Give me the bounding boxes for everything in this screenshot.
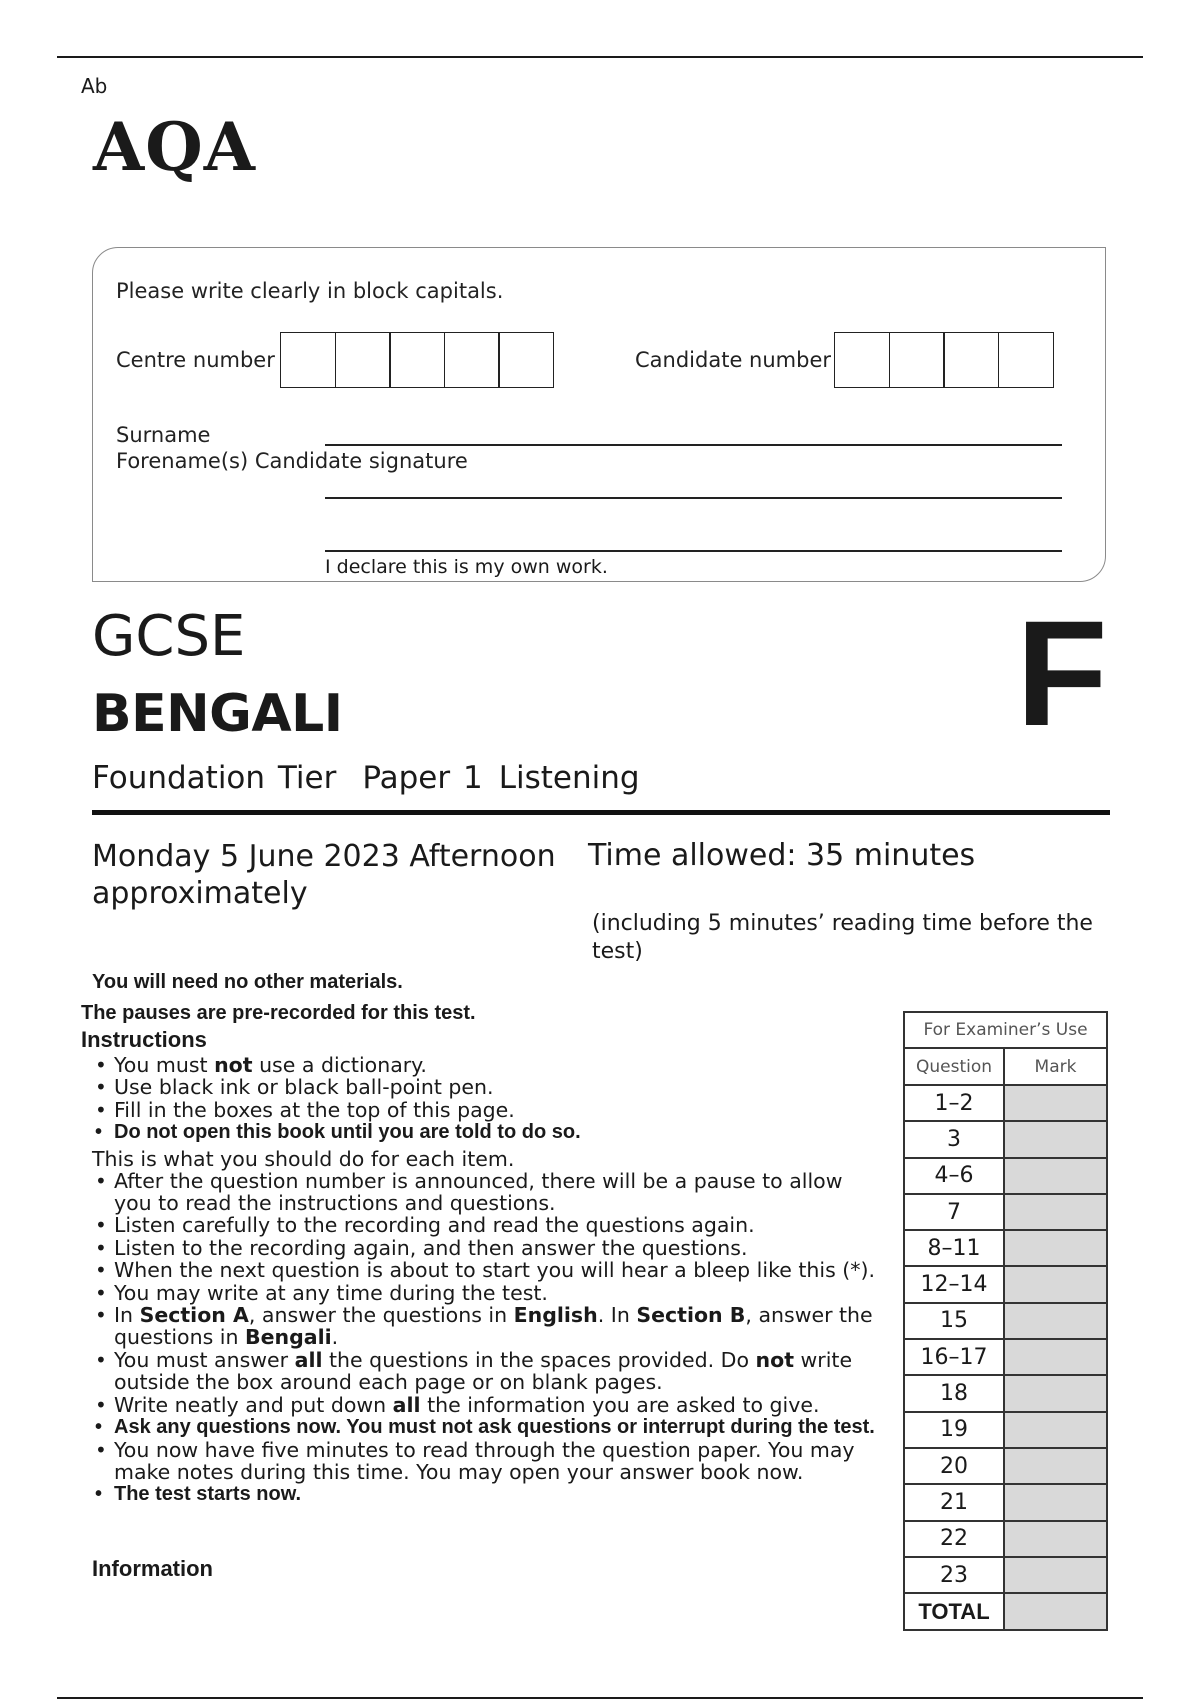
steps-intro: This is what you should do for each item. <box>92 1146 515 1171</box>
question-cell: 8–11 <box>904 1230 1004 1266</box>
table-row <box>904 1521 1107 1557</box>
title-divider <box>92 810 1110 815</box>
instructions-heading: Instructions <box>81 1027 207 1052</box>
total-mark-cell[interactable] <box>1004 1593 1107 1630</box>
question-cell: 7 <box>904 1194 1004 1230</box>
corner-mark: Ab <box>81 74 108 98</box>
question-cell: 1–2 <box>904 1085 1004 1121</box>
question-cell: 19 <box>904 1412 1004 1448</box>
list-item: • Ask any questions now. You must not ask questions or interrupt during the test. <box>92 1416 882 1438</box>
candidate-number-digit-1[interactable] <box>834 332 890 388</box>
table-row <box>904 1339 1107 1375</box>
table-row <box>904 1121 1107 1157</box>
list-item: • Listen carefully to the recording and read the questions again. <box>92 1214 882 1236</box>
table-row <box>904 1266 1107 1302</box>
centre-number-digit-3[interactable] <box>389 332 445 388</box>
declaration-text: I declare this is my own work. <box>325 556 608 578</box>
instructions-block <box>92 1054 912 1506</box>
list-item: • You may write at any time during the test. <box>92 1282 882 1304</box>
question-cell: 16–17 <box>904 1339 1004 1375</box>
mark-cell[interactable] <box>1004 1194 1107 1230</box>
question-cell: 20 <box>904 1448 1004 1484</box>
forenames-signature-label: Forename(s) Candidate signature <box>116 449 468 473</box>
time-allowed: Time allowed: 35 minutes <box>588 838 976 873</box>
centre-number-boxes <box>280 332 554 388</box>
question-cell: 18 <box>904 1375 1004 1411</box>
mark-cell[interactable] <box>1004 1266 1107 1302</box>
time-allowed-note: (including 5 minutes’ reading time before the test) <box>592 911 1093 964</box>
list-item: • Use black ink or black ball-point pen. <box>92 1076 912 1098</box>
list-item: • Write neatly and put down all the information you are asked to give. <box>92 1394 882 1416</box>
table-row <box>904 1158 1107 1194</box>
table-row <box>904 1303 1107 1339</box>
total-label: TOTAL <box>904 1593 1004 1630</box>
mark-cell[interactable] <box>1004 1121 1107 1157</box>
question-column-header: Question <box>904 1048 1004 1085</box>
steps-list <box>92 1170 882 1506</box>
exam-date: Monday 5 June 2023 Afternoon approximately <box>92 839 556 911</box>
question-cell: 15 <box>904 1303 1004 1339</box>
mark-cell[interactable] <box>1004 1484 1107 1520</box>
forenames-line[interactable] <box>325 497 1062 499</box>
list-item: • In Section A, answer the questions in English. In Section B, answer the questions in Bengali. <box>92 1304 882 1349</box>
table-row <box>904 1593 1107 1630</box>
list-item: • You now have five minutes to read through the question paper. You may make notes during this time. You may open your answer book now. <box>92 1439 882 1484</box>
question-cell: 12–14 <box>904 1266 1004 1302</box>
instructions-list <box>92 1054 912 1144</box>
list-item: • When the next question is about to start you will hear a bleep like this (*). <box>92 1259 882 1281</box>
block-capitals-instruction: Please write clearly in block capitals. <box>116 279 504 303</box>
bottom-rule <box>57 1697 1143 1699</box>
mark-cell[interactable] <box>1004 1303 1107 1339</box>
mark-cell[interactable] <box>1004 1448 1107 1484</box>
question-cell: 21 <box>904 1484 1004 1520</box>
question-cell: 23 <box>904 1557 1004 1593</box>
mark-cell[interactable] <box>1004 1557 1107 1593</box>
mark-cell[interactable] <box>1004 1521 1107 1557</box>
materials-note: You will need no other materials. <box>92 971 403 993</box>
table-row <box>904 1375 1107 1411</box>
information-heading: Information <box>92 1556 213 1581</box>
examiner-table-title: For Examiner’s Use <box>904 1012 1107 1048</box>
tier-letter: F <box>1016 589 1108 757</box>
surname-label: Surname <box>116 423 211 447</box>
list-item: • You must answer all the questions in the spaces provided. Do not write outside the box around each page or on blank pages. <box>92 1349 882 1394</box>
top-rule <box>57 56 1143 58</box>
mark-cell[interactable] <box>1004 1085 1107 1121</box>
mark-cell[interactable] <box>1004 1230 1107 1266</box>
list-item: • Do not open this book until you are told to do so. <box>92 1121 912 1143</box>
candidate-number-label: Candidate number <box>635 348 831 372</box>
table-row <box>904 1448 1107 1484</box>
centre-number-label: Centre number <box>116 348 275 372</box>
tier-label: Foundation Tier <box>92 760 337 796</box>
table-row <box>904 1230 1107 1266</box>
mark-column-header: Mark <box>1004 1048 1107 1085</box>
list-item: • You must not use a dictionary. <box>92 1054 912 1076</box>
examiner-mark-table <box>903 1011 1108 1631</box>
centre-number-digit-1[interactable] <box>280 332 336 388</box>
table-row <box>904 1557 1107 1593</box>
list-item: • Listen to the recording again, and then answer the questions. <box>92 1237 882 1259</box>
centre-number-digit-2[interactable] <box>335 332 391 388</box>
question-cell: 22 <box>904 1521 1004 1557</box>
paper-details <box>92 760 666 796</box>
table-row <box>904 1484 1107 1520</box>
list-item: • The test starts now. <box>92 1483 882 1505</box>
centre-number-digit-4[interactable] <box>444 332 500 388</box>
candidate-number-digit-2[interactable] <box>889 332 945 388</box>
candidate-number-boxes <box>834 332 1054 388</box>
centre-number-digit-5[interactable] <box>498 332 554 388</box>
pauses-note: The pauses are pre-recorded for this test. <box>81 1002 476 1024</box>
qualification-title: GCSE <box>92 604 246 669</box>
table-row <box>904 1412 1107 1448</box>
question-cell: 4–6 <box>904 1158 1004 1194</box>
mark-cell[interactable] <box>1004 1158 1107 1194</box>
table-row <box>904 1194 1107 1230</box>
question-cell: 3 <box>904 1121 1004 1157</box>
surname-line[interactable] <box>325 444 1062 446</box>
mark-cell[interactable] <box>1004 1412 1107 1448</box>
signature-line[interactable] <box>325 550 1062 552</box>
list-item: • Fill in the boxes at the top of this page. <box>92 1099 912 1121</box>
aqa-logo: AQA <box>93 108 256 186</box>
mark-cell[interactable] <box>1004 1339 1107 1375</box>
list-item: • After the question number is announced, there will be a pause to allow you to read the instructions and questions. <box>92 1170 882 1215</box>
candidate-number-digit-4[interactable] <box>998 332 1054 388</box>
candidate-number-digit-3[interactable] <box>943 332 999 388</box>
mark-cell[interactable] <box>1004 1375 1107 1411</box>
table-row <box>904 1085 1107 1121</box>
paper-label: Paper 1 <box>362 760 483 796</box>
subject-title: BENGALI <box>92 684 343 744</box>
component-label: Listening <box>498 760 640 796</box>
